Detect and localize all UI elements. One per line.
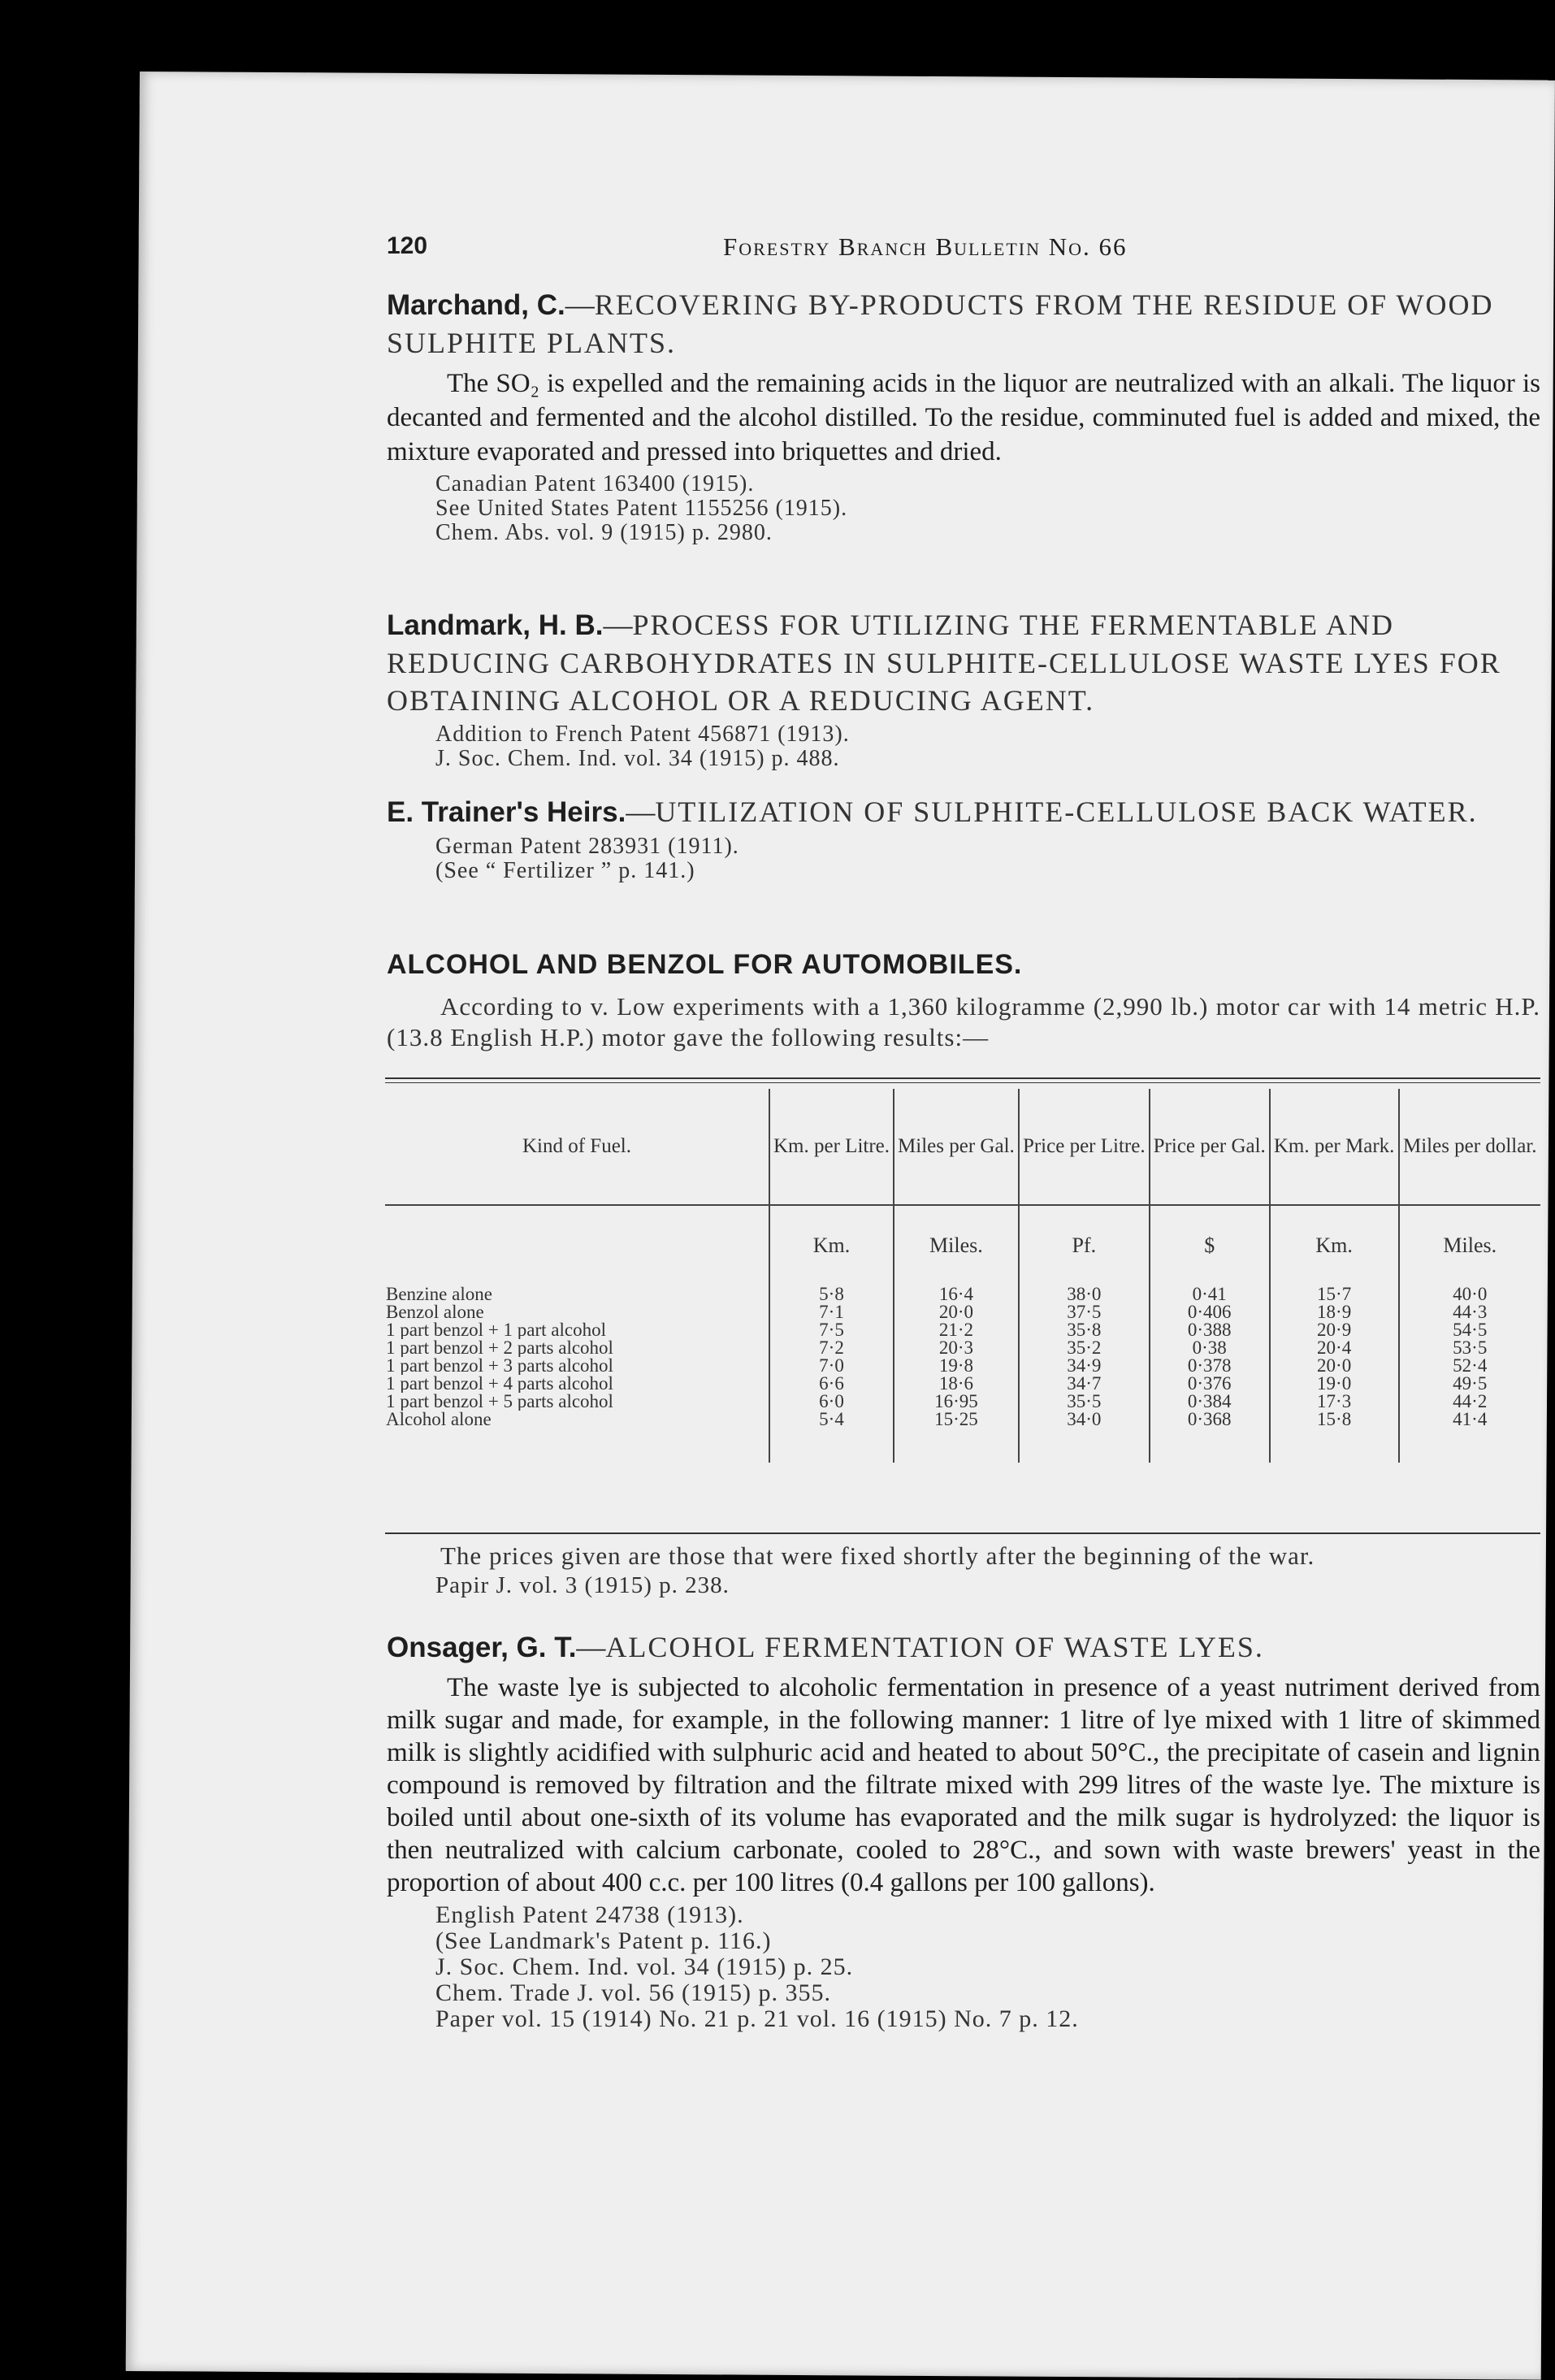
table-cell: 5·8 bbox=[769, 1285, 894, 1303]
entry-title: ALCOHOL FERMENTATION OF WASTE LYES. bbox=[605, 1631, 1264, 1663]
column-header: Miles per Gal. bbox=[894, 1089, 1019, 1205]
column-header: Km. per Litre. bbox=[769, 1089, 894, 1205]
fuel-name-cell: 1 part benzol + 2 parts alcohol bbox=[386, 1339, 613, 1357]
table-cell: 17·3 bbox=[1270, 1393, 1399, 1411]
table-cell: 38·0 bbox=[1019, 1285, 1150, 1303]
table-cell: 6·6 bbox=[769, 1375, 894, 1393]
fuel-results-table bbox=[385, 1089, 1540, 1463]
table-cell: 0·388 bbox=[1150, 1321, 1270, 1339]
reference: See United States Patent 1155256 (1915). bbox=[435, 496, 848, 521]
entry-heading: Onsager, G. T.—ALCOHOL FERMENTATION OF WASTE LYES. bbox=[387, 1631, 1264, 1663]
entry-author: Onsager, G. T. bbox=[387, 1632, 577, 1663]
entry-author: E. Trainer's Heirs. bbox=[387, 796, 626, 828]
table-cell: 7·0 bbox=[769, 1357, 894, 1375]
entry-title: PROCESS FOR UTILIZING THE FERMENTABLE AND REDUCING CARBOHYDRATES IN SULPHITE-CELLULOSE WASTE LYES FOR OBTAINING ALCOHOL OR A REDUCING AGENT. bbox=[387, 609, 1501, 717]
table-cell: 35·2 bbox=[1019, 1339, 1150, 1357]
table-cell: 5·4 bbox=[769, 1411, 894, 1428]
reference: Addition to French Patent 456871 (1913). bbox=[435, 722, 850, 747]
table-cell: 15·7 bbox=[1270, 1285, 1399, 1303]
column-header: Miles per dollar. bbox=[1399, 1089, 1540, 1205]
unit-cell: Km. bbox=[1270, 1205, 1399, 1285]
reference-list bbox=[387, 1902, 1540, 2032]
table-cell: 34·9 bbox=[1019, 1357, 1150, 1375]
entry-heading: Landmark, H. B.—PROCESS FOR UTILIZING THE FERMENTABLE AND REDUCING CARBOHYDRATES IN SULPHITE-CELLULOSE WASTE LYES FOR OBTAINING ALCOHOL OR A REDUCING AGENT. bbox=[387, 609, 1501, 717]
entry-title: UTILIZATION OF SULPHITE-CELLULOSE BACK WATER. bbox=[655, 796, 1478, 828]
reference-list bbox=[387, 722, 1540, 771]
reference: (See “ Fertilizer ” p. 141.) bbox=[435, 858, 695, 883]
table-cell: 16·4 bbox=[894, 1285, 1019, 1303]
table-cell: 37·5 bbox=[1019, 1303, 1150, 1321]
table-cell: 16·95 bbox=[894, 1393, 1019, 1411]
reference: Chem. Trade J. vol. 56 (1915) p. 355. bbox=[435, 1979, 831, 2006]
fuel-name-cell: 1 part benzol + 5 parts alcohol bbox=[386, 1393, 613, 1411]
table-cell: 15·25 bbox=[894, 1411, 1019, 1428]
table-row bbox=[385, 1285, 1540, 1303]
table-cell: 35·5 bbox=[1019, 1393, 1150, 1411]
table-cell: 44·2 bbox=[1399, 1393, 1540, 1411]
table-row bbox=[385, 1339, 1540, 1357]
table-bottom-rule bbox=[385, 1532, 1540, 1534]
unit-cell: Pf. bbox=[1019, 1205, 1150, 1285]
entry-author: Landmark, H. B. bbox=[387, 609, 604, 641]
table-note: The prices given are those that were fixed shortly after the beginning of the war. bbox=[440, 1541, 1315, 1570]
table-cell: 0·406 bbox=[1150, 1303, 1270, 1321]
reference: Canadian Patent 163400 (1915). bbox=[435, 471, 755, 496]
table-cell: 34·0 bbox=[1019, 1411, 1150, 1428]
table-top-rule bbox=[385, 1077, 1540, 1079]
table-cell: 7·5 bbox=[769, 1321, 894, 1339]
entry-heading: E. Trainer's Heirs.—UTILIZATION OF SULPHITE-CELLULOSE BACK WATER. bbox=[387, 796, 1478, 828]
section-title: ALCOHOL AND BENZOL FOR AUTOMOBILES. bbox=[387, 949, 1023, 980]
table-cell: 53·5 bbox=[1399, 1339, 1540, 1357]
units-row bbox=[385, 1205, 1540, 1285]
table-cell: 21·2 bbox=[894, 1321, 1019, 1339]
table-cell: 20·9 bbox=[1270, 1321, 1399, 1339]
entry-title: RECOVERING BY-PRODUCTS FROM THE RESIDUE OF WOOD SULPHITE PLANTS. bbox=[387, 288, 1494, 359]
table-header-row bbox=[385, 1089, 1540, 1205]
table-cell: 54·5 bbox=[1399, 1321, 1540, 1339]
page-number: 120 bbox=[387, 232, 428, 259]
fuel-name-cell: 1 part benzol + 4 parts alcohol bbox=[386, 1375, 613, 1393]
table-cell: 19·0 bbox=[1270, 1375, 1399, 1393]
table-cell: 52·4 bbox=[1399, 1357, 1540, 1375]
table-cell: 19·8 bbox=[894, 1357, 1019, 1375]
entry-landmark bbox=[387, 606, 1540, 771]
table-cell: 7·1 bbox=[769, 1303, 894, 1321]
table-row bbox=[385, 1375, 1540, 1393]
table-cell: 49·5 bbox=[1399, 1375, 1540, 1393]
fuel-name-cell: Benzine alone bbox=[386, 1285, 492, 1303]
column-header: Price per Gal. bbox=[1150, 1089, 1270, 1205]
reference: J. Soc. Chem. Ind. vol. 34 (1915) p. 488. bbox=[435, 746, 840, 771]
fuel-name-cell: 1 part benzol + 3 parts alcohol bbox=[386, 1357, 613, 1375]
table-cell: 7·2 bbox=[769, 1339, 894, 1357]
table-row bbox=[385, 1303, 1540, 1321]
table-cell: 35·8 bbox=[1019, 1321, 1150, 1339]
table-cell: 0·38 bbox=[1150, 1339, 1270, 1357]
reference-list bbox=[387, 472, 1540, 545]
fuel-name-cell: Benzol alone bbox=[386, 1303, 484, 1321]
unit-cell: $ bbox=[1150, 1205, 1270, 1285]
table-cell: 0·376 bbox=[1150, 1375, 1270, 1393]
column-header: Kind of Fuel. bbox=[522, 1135, 632, 1157]
fuel-name-cell: Alcohol alone bbox=[386, 1411, 492, 1428]
table-cell: 18·9 bbox=[1270, 1303, 1399, 1321]
column-header: Km. per Mark. bbox=[1270, 1089, 1399, 1205]
table-padding-row bbox=[385, 1428, 1540, 1463]
reference: German Patent 283931 (1911). bbox=[435, 834, 739, 859]
entry-body: The SO₂ is expelled and the remaining acids in the liquor are neutralized with an alkali. The liquor is decanted and fermented and the alcohol distilled. To the residue, comminuted fuel is added and mixed, the mixture evaporated and pressed into briquettes and dried. bbox=[387, 369, 1540, 466]
table-cell: 0·378 bbox=[1150, 1357, 1270, 1375]
entry-body: The waste lye is subjected to alcoholic fermentation in presence of a yeast nutriment derived from milk sugar and made, for example, in the following manner: 1 litre of lye mixed with 1 litre of skimmed milk is slightly acidified with sulphuric acid and heated to about 50°C., the precipitate of casein and lignin compound is removed by filtration and the filtrate mixed with 299 litres of the waste lye. The mixture is boiled until about one-sixth of its volume has evaporated and the milk sugar is hydrolyzed: the liquor is then neutralized with calcium carbonate, cooled to 28°C., and sown with waste brewers' yeast in the proportion of about 400 c.c. per 100 litres (0.4 gallons per 100 gallons). bbox=[387, 1673, 1540, 1897]
table-cell: 20·3 bbox=[894, 1339, 1019, 1357]
table-cell: 44·3 bbox=[1399, 1303, 1540, 1321]
table-row bbox=[385, 1393, 1540, 1411]
unit-cell: Miles. bbox=[894, 1205, 1019, 1285]
reference: J. Soc. Chem. Ind. vol. 34 (1915) p. 25. bbox=[435, 1953, 854, 1980]
table-cell: 0·368 bbox=[1150, 1411, 1270, 1428]
reference-list bbox=[387, 835, 1540, 883]
reference: Chem. Abs. vol. 9 (1915) p. 2980. bbox=[435, 520, 773, 545]
entry-marchand bbox=[387, 286, 1540, 545]
running-title: Forestry Branch Bulletin No. 66 bbox=[723, 232, 1128, 261]
table-row bbox=[385, 1357, 1540, 1375]
unit-cell bbox=[385, 1205, 769, 1285]
unit-cell: Km. bbox=[769, 1205, 894, 1285]
table-cell: 41·4 bbox=[1399, 1411, 1540, 1428]
fuel-name-cell: 1 part benzol + 1 part alcohol bbox=[386, 1321, 606, 1339]
reference: Paper vol. 15 (1914) No. 21 p. 21 vol. 16 (1915) No. 7 p. 12. bbox=[435, 2005, 1079, 2032]
reference: English Patent 24738 (1913). bbox=[435, 1901, 744, 1928]
entry-trainer bbox=[387, 793, 1540, 883]
unit-cell: Miles. bbox=[1399, 1205, 1540, 1285]
table-cell: 15·8 bbox=[1270, 1411, 1399, 1428]
table-row bbox=[385, 1411, 1540, 1428]
table-cell: 20·4 bbox=[1270, 1339, 1399, 1357]
section-intro: According to v. Low experiments with a 1,360 kilogramme (2,990 lb.) motor car with 14 metric H.P. (13.8 English H.P.) motor gave the following results:— bbox=[387, 992, 1540, 1051]
table-row bbox=[385, 1321, 1540, 1339]
entry-heading: Marchand, C.—RECOVERING BY-PRODUCTS FROM THE RESIDUE OF WOOD SULPHITE PLANTS. bbox=[387, 288, 1494, 359]
table-cell: 0·41 bbox=[1150, 1285, 1270, 1303]
table-cell: 40·0 bbox=[1399, 1285, 1540, 1303]
table-cell: 18·6 bbox=[894, 1375, 1019, 1393]
table-cell: 6·0 bbox=[769, 1393, 894, 1411]
table-note-reference: Papir J. vol. 3 (1915) p. 238. bbox=[435, 1572, 730, 1598]
table-cell: 34·7 bbox=[1019, 1375, 1150, 1393]
table-cell: 0·384 bbox=[1150, 1393, 1270, 1411]
table-top-rule-thin bbox=[385, 1082, 1540, 1083]
table-cell: 20·0 bbox=[894, 1303, 1019, 1321]
reference: (See Landmark's Patent p. 116.) bbox=[435, 1927, 772, 1954]
entry-onsager bbox=[387, 1628, 1540, 2032]
table-cell: 20·0 bbox=[1270, 1357, 1399, 1375]
entry-author: Marchand, C. bbox=[387, 289, 565, 321]
column-header: Price per Litre. bbox=[1019, 1089, 1150, 1205]
